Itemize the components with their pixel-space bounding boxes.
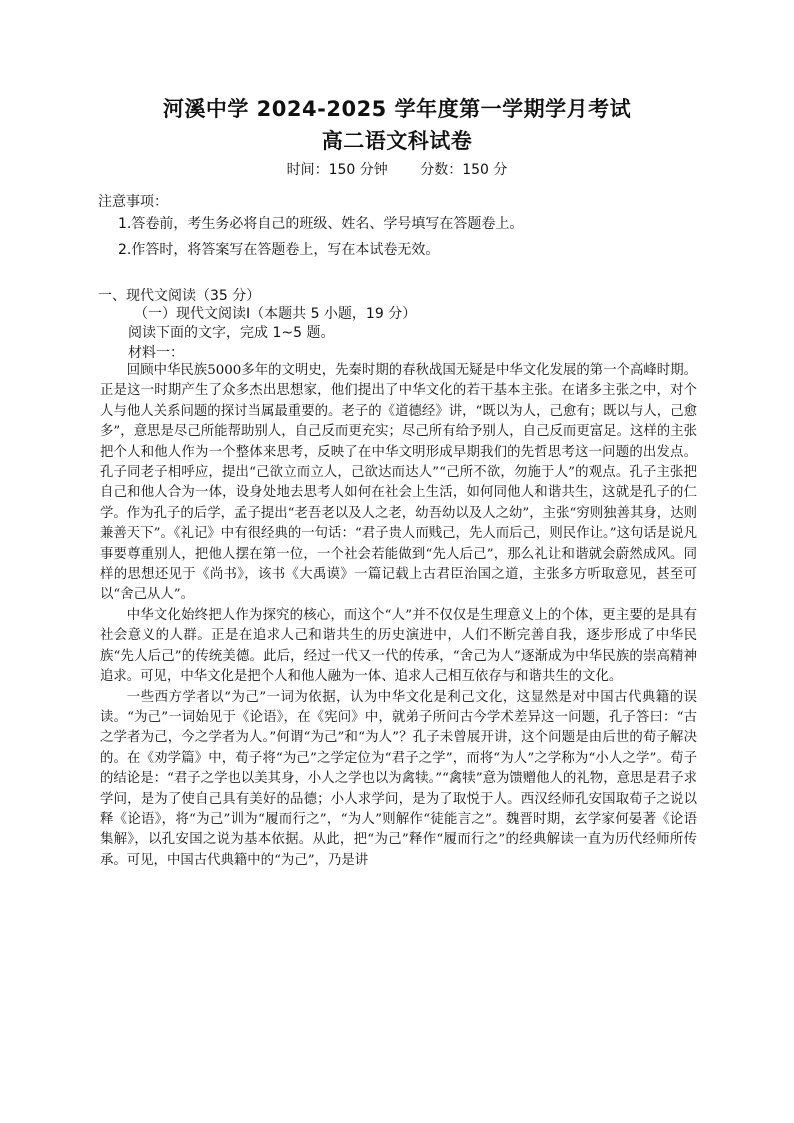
material-label: 材料一： [128,345,184,361]
exam-meta [0,160,794,180]
exam-score: 分数：150 分 [420,162,508,178]
exam-time: 时间：150 分钟 [286,162,388,178]
section-heading: 一、现代文阅读（35 分） [98,288,261,304]
notice-item-1: 1.答卷前，考生务必将自己的班级、姓名、学号填写在答题卷上。 [118,216,524,232]
exam-subtitle: 高二语文科试卷 [321,129,473,153]
passage-body [100,361,697,871]
exam-title: 河溪中学 2024-2025 学年度第一学期学月考试 [162,97,632,121]
passage-paragraph-1: 回顾中华民族5000多年的文明史，先秦时期的春秋战国无疑是中华文化发展的第一个高峰时期。正是这一时期产生了众多杰出思想家，他们提出了中华文化的若干基本主张。在诸多主张之中，对个人与他人关系问题的探讨当属最重要的。老子的《道德经》讲，“既以为人，己愈有；既以与人，己愈多”，意思是尽己所能帮助别人，自己反而更充实；尽己所有给予别人，自己反而更富足。这样的主张把个人和他人作为一个整体来思考，反映了在中华文明形成早期我们的先哲思考这一问题的出发点。孔子同老子相呼应，提出“己欲立而立人，己欲达而达人”“己所不欲，勿施于人”的观点。孔子主张把自己和他人合为一体，设身处地去思考人如何在社会上生活，如何同他人和谐共生，这就是孔子的仁学。作为孔子的后学，孟子提出“老吾老以及人之老，幼吾幼以及人之幼”，主张“穷则独善其身，达则兼善天下”。《礼记》中有很经典的一句话：“君子贵人而贱己，先人而后己，则民作让。”这句话是说凡事要尊重别人，把他人摆在第一位，一个社会若能做到“先人后己”，那么礼让和谐就会蔚然成风。同样的思想还见于《尚书》，该书《大禹谟》一篇记载上古君臣治国之道，主张多方听取意见，甚至可以“舍己从人”。 [100,363,697,603]
subsection-heading: （一）现代文阅读Ⅰ（本题共 5 小题，19 分） [134,306,417,322]
reading-instruction: 阅读下面的文字，完成 1~5 题。 [128,325,335,341]
passage-paragraph-2: 中华文化始终把人作为探究的核心，而这个“人”并不仅仅是生理意义上的个体，更主要的是具有社会意义的人群。正是在追求人己和谐共生的历史演进中，人们不断完善自我，逐步形成了中华民族“先人后己”的传统美德。此后，经过一代又一代的传承，“舍己为人”逐渐成为中华民族的崇高精神追求。可见，中华文化是把个人和他人融为一体、追求人己相互依存与和谐共生的文化。 [100,607,697,685]
notice-heading: 注意事项： [98,194,168,210]
notice-item-2: 2.作答时，将答案写在答题卷上，写在本试卷无效。 [118,242,440,258]
passage-paragraph-3: 一些西方学者以“为己”一词为依据，认为中华文化是利己文化，这显然是对中国古代典籍的误读。“为己”一词始见于《论语》，在《宪问》中，就弟子所问古今学术差异这一问题，孔子答曰：“古之学者为己，今之学者为人。”何谓“为己”和“为人”？孔子未曾展开讲，这个问题是由后世的荀子解决的。在《劝学篇》中，荀子将“为己”之学定位为“君子之学”，而将“为人”之学称为“小人之学”。荀子的结论是：“君子之学也以美其身，小人之学也以为禽犊。”“禽犊”意为馈赠他人的礼物，意思是君子求学问，是为了使自己具有美好的品德；小人求学问，是为了取悦于人。西汉经师孔安国取荀子之说以释《论语》，将“为己”训为“履而行之”，“为人”则解作“徒能言之”。魏晋时期，玄学家何晏著《论语集解》，以孔安国之说为基本依据。从此，把“为己”释作“履而行之”的经典解读一直为历代经师所传承。可见，中国古代典籍中的“为己”，乃是讲 [100,689,697,868]
